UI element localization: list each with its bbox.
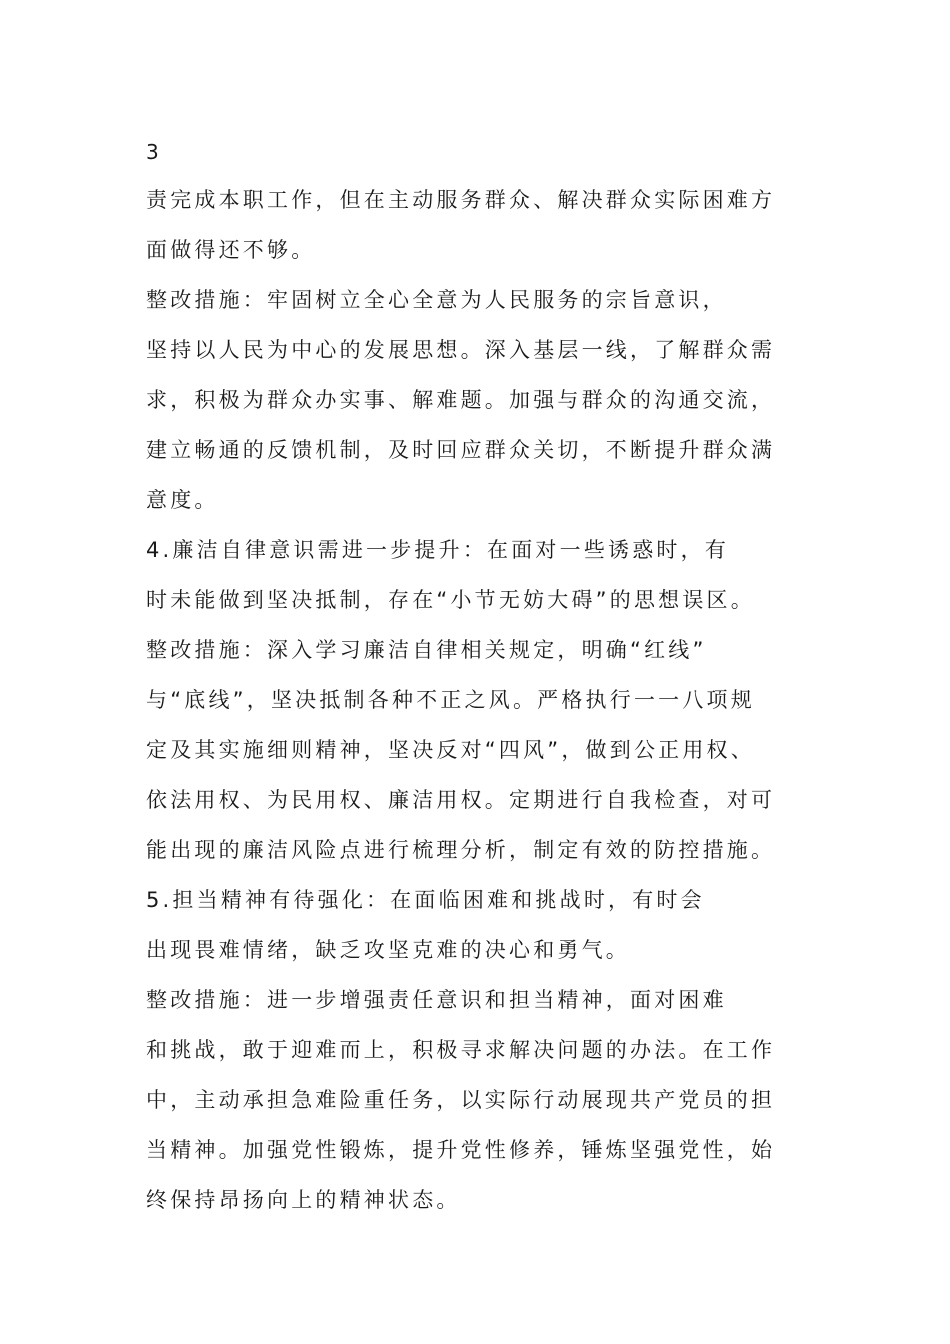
text-line: 和挑战，敢于迎难而上，积极寻求解决问题的办法。在工作 xyxy=(146,1038,776,1062)
text-line: 依法用权、为民用权、廉洁用权。定期进行自我检查，对可 xyxy=(146,788,776,812)
text-line: 定及其实施细则精神，坚决反对“四风”，做到公正用权、 xyxy=(146,738,755,762)
text-line: 中，主动承担急难险重任务，以实际行动展现共产党员的担 xyxy=(146,1088,776,1112)
text-line: 意度。 xyxy=(146,488,219,512)
text-line: 坚持以人民为中心的发展思想。深入基层一线，了解群众需 xyxy=(146,338,776,362)
text-line: 求，积极为群众办实事、解难题。加强与群众的沟通交流， xyxy=(146,388,776,412)
text-line: 整改措施：进一步增强责任意识和担当精神，面对困难 xyxy=(146,988,727,1012)
text-line: 出现畏难情绪，缺乏攻坚克难的决心和勇气。 xyxy=(146,938,630,962)
text-line: 当精神。加强党性锻炼，提升党性修养，锤炼坚强党性，始 xyxy=(146,1138,776,1162)
text-line: 面做得还不够。 xyxy=(146,238,316,262)
text-line: 整改措施：深入学习廉洁自律相关规定，明确“红线” xyxy=(146,638,707,662)
text-line: 4.廉洁自律意识需进一步提升：在面对一些诱惑时，有 xyxy=(146,538,730,562)
page-number: 3 xyxy=(146,140,159,164)
text-line: 整改措施：牢固树立全心全意为人民服务的宗旨意识， xyxy=(146,288,727,312)
text-line: 5.担当精神有待强化：在面临困难和挑战时，有时会 xyxy=(146,888,705,912)
text-line: 终保持昂扬向上的精神状态。 xyxy=(146,1188,461,1212)
text-line: 能出现的廉洁风险点进行梳理分析，制定有效的防控措施。 xyxy=(146,838,776,862)
text-line: 时未能做到坚决抵制，存在“小节无妨大碍”的思想误区。 xyxy=(146,588,755,612)
text-line: 建立畅通的反馈机制，及时回应群众关切，不断提升群众满 xyxy=(146,438,776,462)
text-line: 责完成本职工作，但在主动服务群众、解决群众实际困难方 xyxy=(146,188,776,212)
text-line: 与“底线”，坚决抵制各种不正之风。严格执行一一八项规 xyxy=(146,688,755,712)
